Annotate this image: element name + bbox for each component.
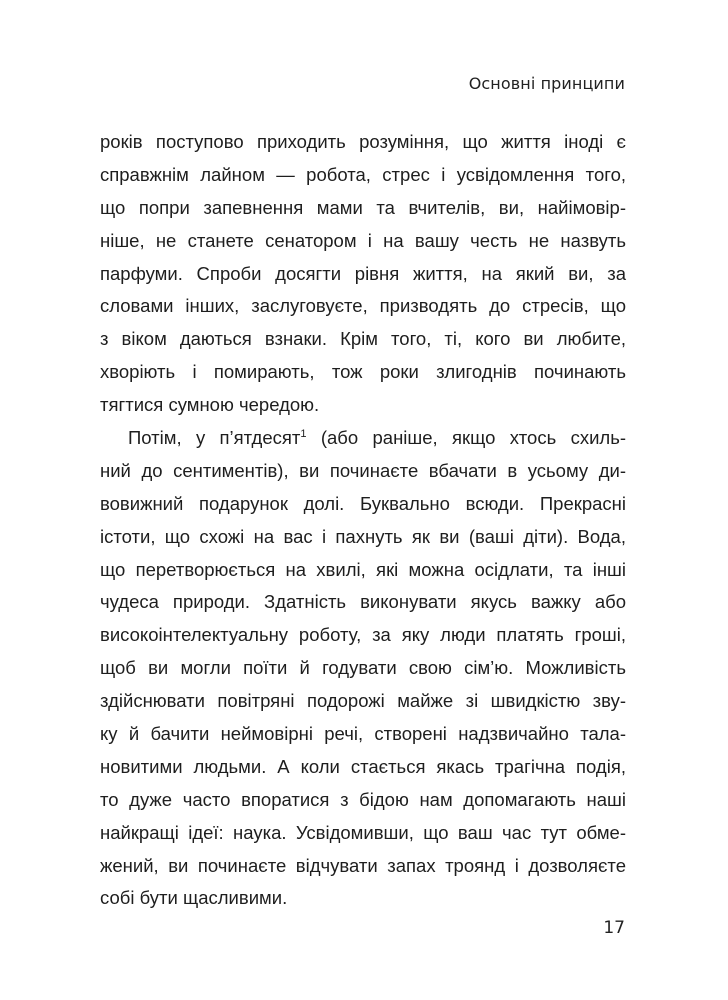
text-segment: (або раніше, якщо хтось схиль-: [306, 427, 626, 449]
page-number: 17: [603, 918, 625, 938]
text-segment: Потім, у п’ятдесят: [128, 427, 301, 449]
footnote-mark: 1: [300, 427, 307, 440]
text-line: чудеса природи. Здатність виконувати якусь важку або: [100, 591, 626, 613]
text-line: хворіють і помирають, тож роки злигоднів починають: [100, 361, 626, 383]
text-line: [100, 422, 626, 455]
text-line: років поступово приходить розуміння, що життя іноді є: [100, 131, 626, 152]
text-line: істоти, що схожі на вас і пахнуть як ви (ваші діти). Вода,: [100, 525, 626, 547]
text-line: ний до сентиментів), ви починаєте вбачати в усьому ди-: [100, 459, 626, 481]
text-line: тягтися сумною чередою.: [100, 394, 320, 416]
text-line: що попри запевнення мами та вчителів, ви, найімовір-: [100, 196, 626, 218]
text-line: собі бути щасливими.: [100, 887, 288, 909]
text-line: жений, ви починаєте відчувати запах троянд і дозволяєте: [100, 854, 626, 876]
text-line: то дуже часто впоратися з бідою нам допомагають наші: [100, 788, 626, 810]
text-line: найкращі ідеї: наука. Усвідомивши, що ваш час тут обме-: [100, 821, 626, 843]
text-line: вовижний подарунок долі. Буквально всюди. Прекрасні: [100, 492, 626, 514]
text-line: парфуми. Спроби досягти рівня життя, на який ви, за: [100, 262, 626, 284]
text-line: здійснювати повітряні подорожі майже зі швидкістю зву-: [100, 690, 626, 712]
text-line: ніше, не станете сенатором і на вашу честь не назвуть: [100, 229, 626, 251]
text-line: новитими людьми. А коли стається якась трагічна подія,: [100, 755, 626, 777]
text-line: що перетворюється на хвилі, які можна осідлати, та інші: [100, 558, 626, 580]
text-line: словами інших, заслуговуєте, призводять до стресів, що: [100, 295, 626, 317]
text-line: високоінтелектуальну роботу, за яку люди платять гроші,: [100, 624, 626, 646]
body-text: [100, 126, 626, 915]
paragraph-1: [100, 126, 626, 422]
text-line: справжнім лайном — робота, стрес і усвідомлення того,: [100, 163, 626, 185]
text-line: щоб ви могли поїти й годувати свою сім’ю. Можливість: [100, 657, 626, 679]
paragraph-2: [100, 422, 626, 915]
text-line: з віком даються взнаки. Крім того, ті, кого ви любите,: [100, 328, 626, 350]
running-head: Основні принципи: [468, 74, 625, 93]
text-line: ку й бачити неймовірні речі, створені надзвичайно тала-: [100, 723, 626, 745]
